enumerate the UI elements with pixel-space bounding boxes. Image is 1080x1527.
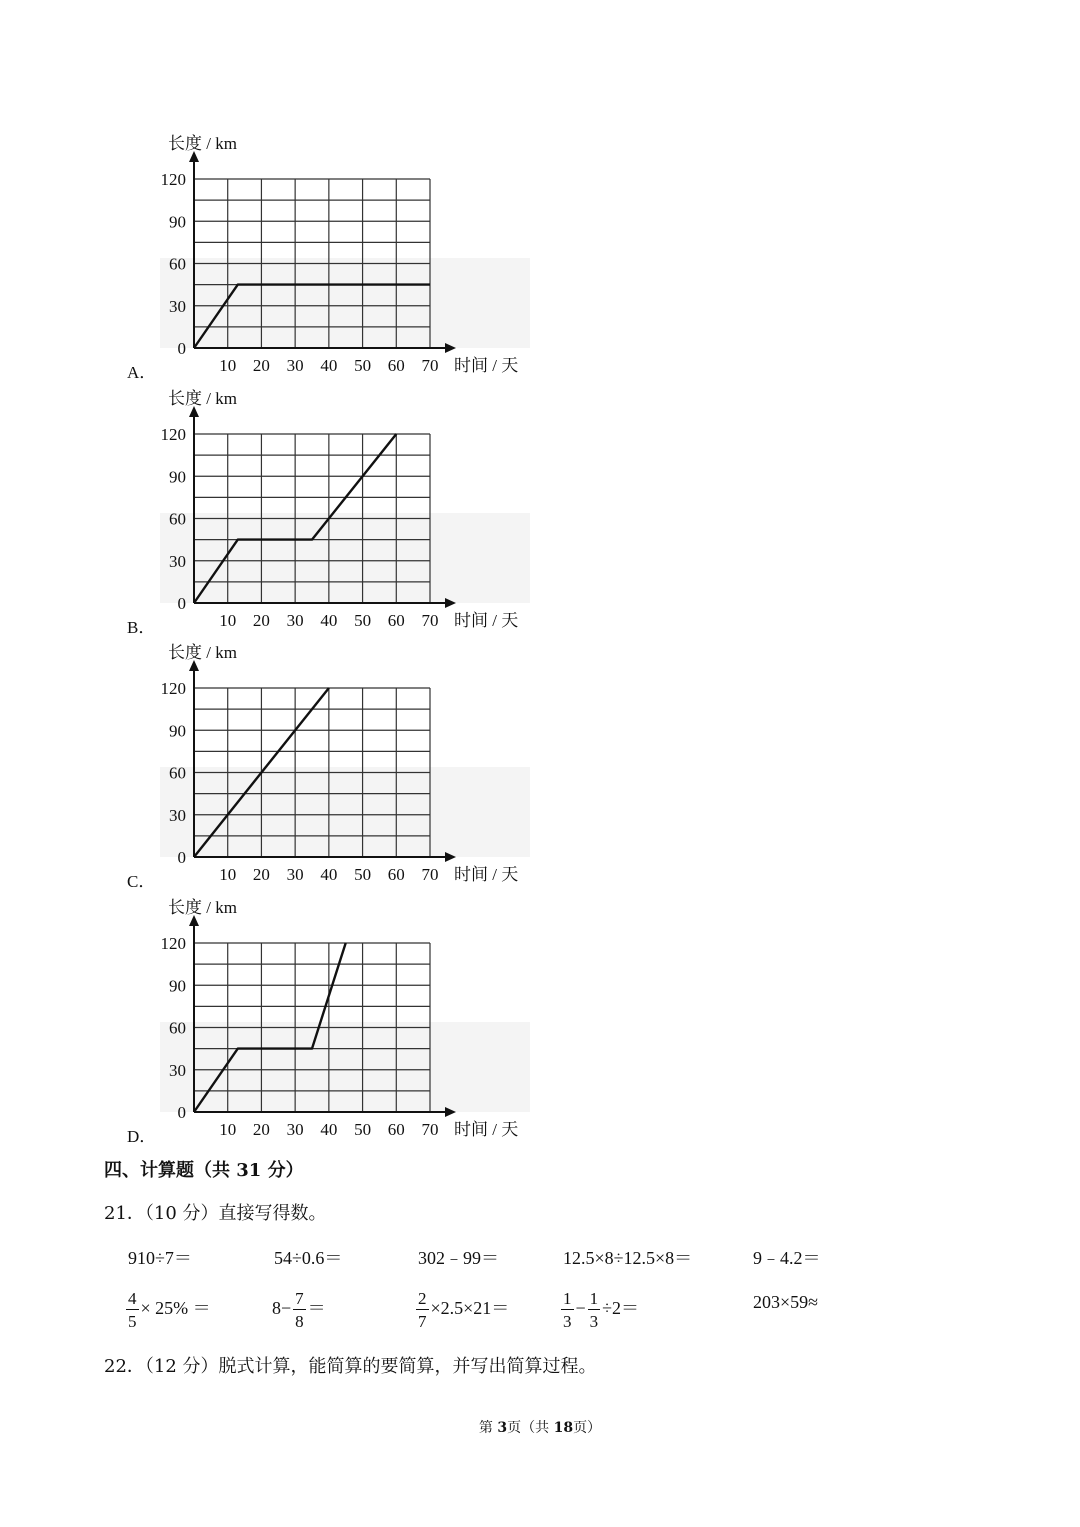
chart-option-b — [120, 382, 560, 637]
background-band — [160, 513, 530, 603]
y-tick-label: 0 — [177, 848, 186, 867]
x-tick-label: 10 — [219, 611, 237, 630]
y-tick-label: 120 — [160, 679, 186, 698]
x-tick-label: 40 — [320, 611, 338, 630]
y-tick-label: 90 — [169, 721, 186, 741]
y-tick-label: 0 — [177, 1103, 186, 1122]
y-tick-label: 120 — [160, 170, 186, 189]
y-tick-label: 0 — [177, 339, 186, 358]
fraction: $\frac{1}{3}$ — [563, 1289, 572, 1331]
x-tick-label: 60 — [387, 356, 405, 375]
line-chart-b — [120, 382, 560, 632]
x-tick-label: 30 — [286, 611, 304, 630]
y-tick-label: 30 — [169, 805, 186, 825]
option-label-b: B． — [127, 618, 156, 637]
x-axis-label: 时间 / 天 — [454, 611, 519, 630]
calc-item: 54÷0.6＝ — [274, 1248, 343, 1268]
y-tick-label: 60 — [169, 1018, 186, 1038]
chart-option-d — [120, 891, 560, 1146]
background-band — [160, 1022, 530, 1112]
x-tick-label: 40 — [320, 865, 338, 884]
calc-item: 203×59≈ — [753, 1292, 819, 1312]
question-21-stem: 21．（10 分）直接写得数。 — [104, 1203, 327, 1224]
page-number: 3 — [497, 1420, 508, 1436]
fraction: $\frac{4}{5}$ — [128, 1289, 137, 1331]
calc-item: 9﹣4.2＝ — [753, 1248, 821, 1268]
x-tick-label: 30 — [286, 865, 304, 884]
page-total: 18 — [553, 1420, 574, 1436]
x-tick-label: 70 — [421, 865, 439, 884]
x-tick-label: 40 — [320, 356, 338, 375]
y-axis-label: 长度 / km — [168, 389, 237, 408]
x-tick-label: 30 — [286, 1120, 304, 1139]
calc-item: 12.5×8÷12.5×8＝ — [563, 1248, 693, 1268]
y-tick-label: 90 — [169, 212, 186, 232]
line-chart-c — [120, 636, 560, 886]
y-tick-label: 90 — [169, 467, 186, 487]
x-tick-label: 20 — [252, 865, 270, 884]
question-22-stem: 22．（12 分）脱式计算，能简算的要简算，并写出简算过程。 — [104, 1356, 597, 1377]
calc-item-fraction-b: 8− $\frac{7}{8}$ ＝ — [272, 1289, 326, 1331]
fraction: $\frac{1}{3}$ — [589, 1289, 599, 1331]
background-band — [160, 767, 530, 857]
chart-option-a — [120, 127, 560, 382]
x-tick-label: 60 — [387, 1120, 405, 1139]
x-tick-label: 20 — [252, 1120, 270, 1139]
option-label-c: C． — [127, 872, 156, 891]
x-tick-label: 10 — [219, 865, 237, 884]
y-tick-label: 120 — [160, 425, 186, 444]
x-tick-label: 50 — [354, 1120, 372, 1139]
y-axis-label: 长度 / km — [168, 643, 237, 662]
calc-item-fraction-d: $\frac{1}{3}$ − $\frac{1}{3}$ ÷2＝ — [563, 1289, 640, 1331]
x-tick-label: 70 — [421, 1120, 439, 1139]
line-chart-d — [120, 891, 560, 1141]
calc-item: 302﹣99＝ — [418, 1248, 499, 1268]
chart-option-c — [120, 636, 560, 891]
y-axis-label: 长度 / km — [168, 134, 237, 153]
y-tick-label: 120 — [160, 934, 186, 953]
y-tick-label: 30 — [169, 296, 186, 316]
x-tick-label: 20 — [252, 611, 270, 630]
fraction: $\frac{2}{7}$ — [418, 1289, 427, 1331]
background-band — [160, 258, 530, 348]
x-tick-label: 10 — [219, 356, 237, 375]
x-tick-label: 70 — [421, 611, 439, 630]
y-tick-label: 90 — [169, 976, 186, 996]
y-tick-label: 30 — [169, 1060, 186, 1080]
y-tick-label: 60 — [169, 509, 186, 529]
line-chart-a — [120, 127, 560, 377]
x-axis-label: 时间 / 天 — [454, 865, 519, 884]
option-label-a: A． — [127, 363, 157, 382]
x-tick-label: 60 — [387, 611, 405, 630]
x-tick-label: 40 — [320, 1120, 338, 1139]
x-tick-label: 50 — [354, 356, 372, 375]
x-tick-label: 70 — [421, 356, 439, 375]
x-tick-label: 50 — [354, 611, 372, 630]
x-axis-label: 时间 / 天 — [454, 1120, 519, 1139]
option-label-d: D． — [127, 1127, 157, 1146]
y-tick-label: 30 — [169, 551, 186, 571]
page-footer: 第 3页（共 18页） — [478, 1420, 602, 1436]
calc-item: 910÷7＝ — [128, 1248, 192, 1268]
fraction: $\frac{7}{8}$ — [295, 1289, 304, 1331]
x-tick-label: 20 — [252, 356, 270, 375]
x-axis-label: 时间 / 天 — [454, 356, 519, 375]
y-tick-label: 0 — [177, 594, 186, 613]
x-tick-label: 50 — [354, 865, 372, 884]
x-tick-label: 10 — [219, 1120, 237, 1139]
section-title: 四、计算题（共 31 分） — [104, 1160, 304, 1181]
y-tick-label: 60 — [169, 763, 186, 783]
x-tick-label: 30 — [286, 356, 304, 375]
y-tick-label: 60 — [169, 254, 186, 274]
calc-item-fraction-c: $\frac{2}{7}$ ×2.5×21＝ — [418, 1289, 510, 1331]
calc-item-fraction-a: $\frac{4}{5}$ × 25% ＝ — [128, 1289, 211, 1331]
x-tick-label: 60 — [387, 865, 405, 884]
y-axis-label: 长度 / km — [168, 898, 237, 917]
